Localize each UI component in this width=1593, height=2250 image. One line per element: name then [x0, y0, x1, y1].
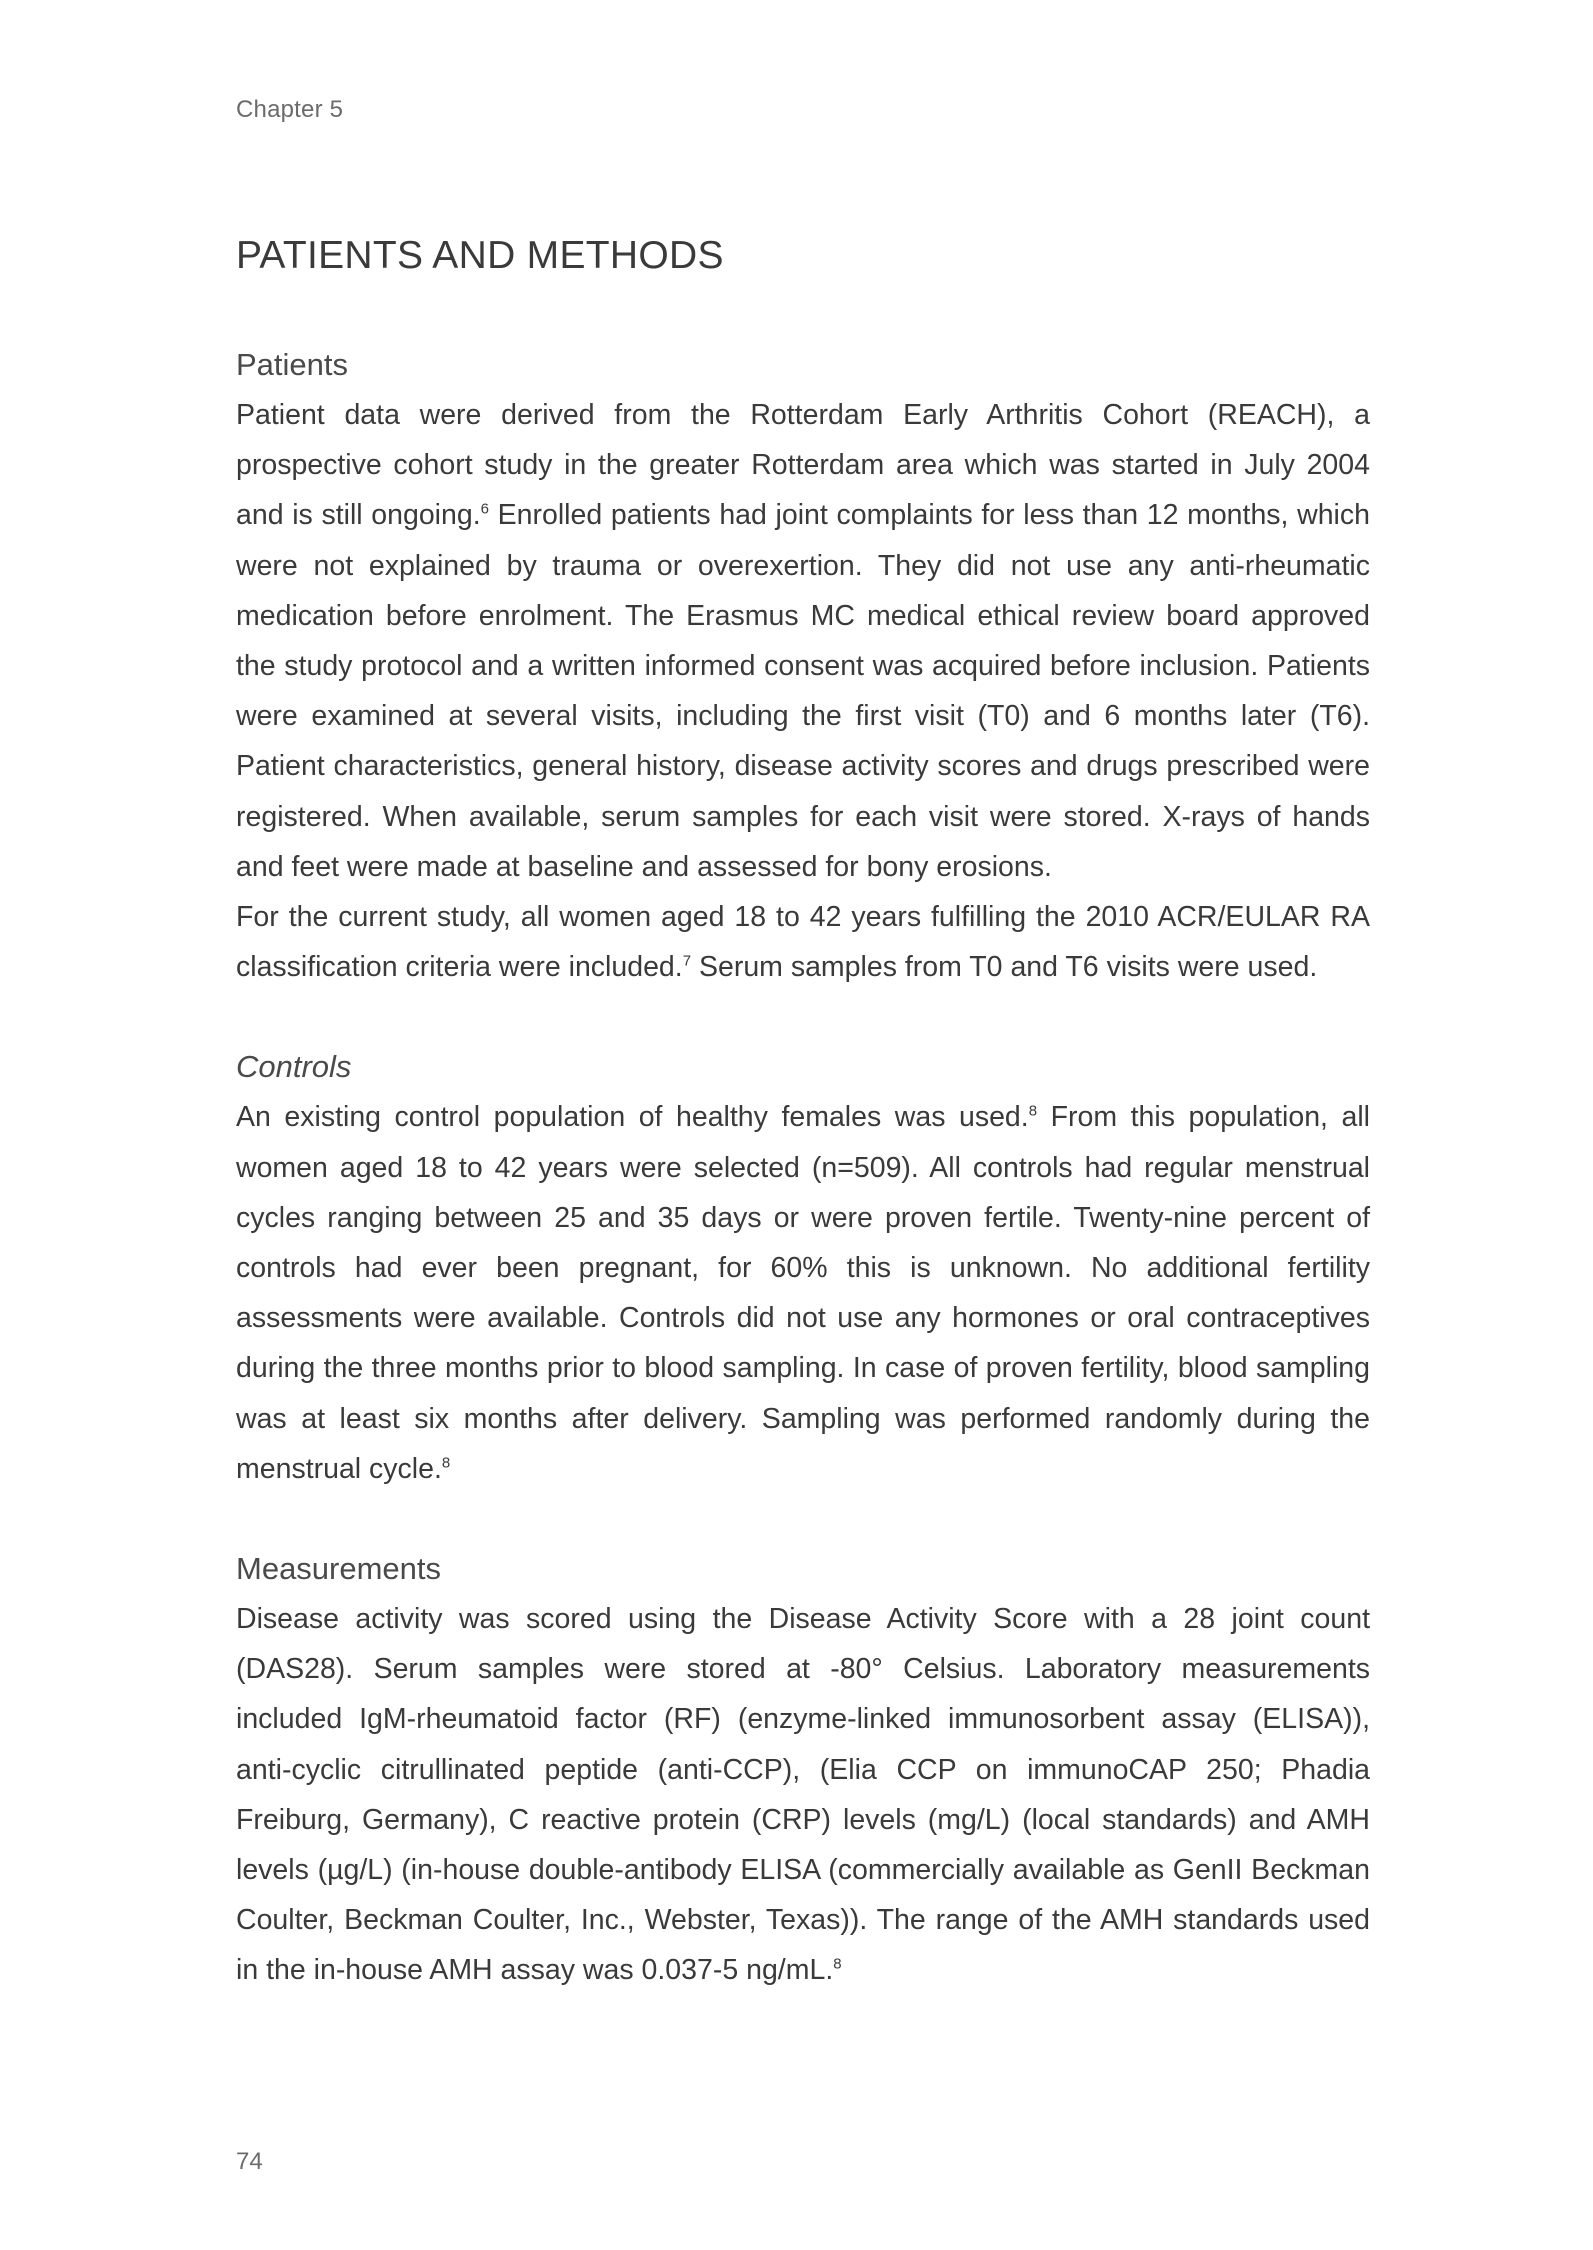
reference-8-measurements: 8 — [833, 1955, 842, 1973]
reference-8-end: 8 — [441, 1454, 451, 1472]
measurements-text: Disease activity was scored using the Disease Activity Score with a 28 joint count (DAS28). Serum samples were stored at -80° Celsius. Laboratory measurements included IgM-rheumatoid factor (RF) (enzyme-linked immunosorbent assay (ELISA)), anti-cyclic citrullinated peptide (anti-CCP), (Elia CCP on immunoCAP 250; Phadia Freiburg, Germany), C reactive protein (CRP) levels (mg/L) (local standards) and AMH levels (µg/L) (in-house double-antibody ELISA (commercially available as GenII Beckman Coulter, Beckman Coulter, Inc., Webster, Texas)). The range of the AMH standards used in the in-house AMH assay was 0.037-5 ng/mL. — [236, 1603, 1370, 1987]
reference-8: 8 — [1028, 1102, 1038, 1120]
section-gap — [236, 992, 1370, 1042]
patients-p2-text-b: Serum samples from T0 and T6 visits were used. — [691, 951, 1318, 984]
patients-heading: Patients — [236, 347, 349, 382]
patients-p1-text-b: Enrolled patients had joint complaints for less than 12 months, which were not explained by trauma or overexertion. They did not use any anti-rheumatic medication before enrolment. The Erasmus MC medical ethical review board approved the study protocol and a written informed consent was acquired before inclusion. Patients were examined at several visits, including the first visit (T0) and 6 months later (T6). Patient characteristics, general history, disease activity scores and drugs prescribed were registered. When available, serum samples for each visit were stored. X-rays of hands and feet were made at baseline and assessed for bony erosions. — [236, 499, 1370, 883]
controls-heading: Controls — [236, 1049, 352, 1085]
measurements-paragraph — [236, 1594, 1370, 1996]
patients-p1-text-a: Patient data were derived from the Rotterdam Early Arthritis Cohort (REACH), a prospective cohort study in the greater Rotterdam area which was started in July 2004 and is still ongoing. — [236, 399, 1370, 532]
running-header: Chapter 5 — [236, 96, 344, 123]
controls-paragraph — [236, 1092, 1370, 1494]
reference-6: 6 — [480, 500, 489, 518]
measurements-heading: Measurements — [236, 1551, 442, 1587]
patients-p2-text-a: For the current study, all women aged 18 to 42 years fulfilling the 2010 ACR/EULAR RA classification criteria were included. — [236, 901, 1370, 984]
controls-text-b: From this population, all women aged 18 to 42 years were selected (n=509). All controls had regular menstrual cycles ranging between 25 and 35 days or were proven fertile. Twenty-nine percent of controls had ever been pregnant, for 60% this is unknown. No additional fertility assessments were available. Controls did not use any hormones or oral contraceptives during the three months prior to blood sampling. In case of proven fertility, blood sampling was at least six months after delivery. Sampling was performed randomly during the menstrual cycle. — [236, 1101, 1371, 1485]
page-number: 74 — [236, 2148, 263, 2175]
controls-text-a: An existing control population of healthy females was used. — [236, 1101, 1029, 1134]
main-content — [236, 228, 1370, 1996]
section-gap — [236, 1494, 1370, 1544]
reference-7: 7 — [682, 952, 692, 970]
patients-paragraph-2 — [236, 892, 1370, 992]
patients-paragraph-1 — [236, 390, 1370, 892]
section-title: PATIENTS AND METHODS — [236, 234, 724, 277]
